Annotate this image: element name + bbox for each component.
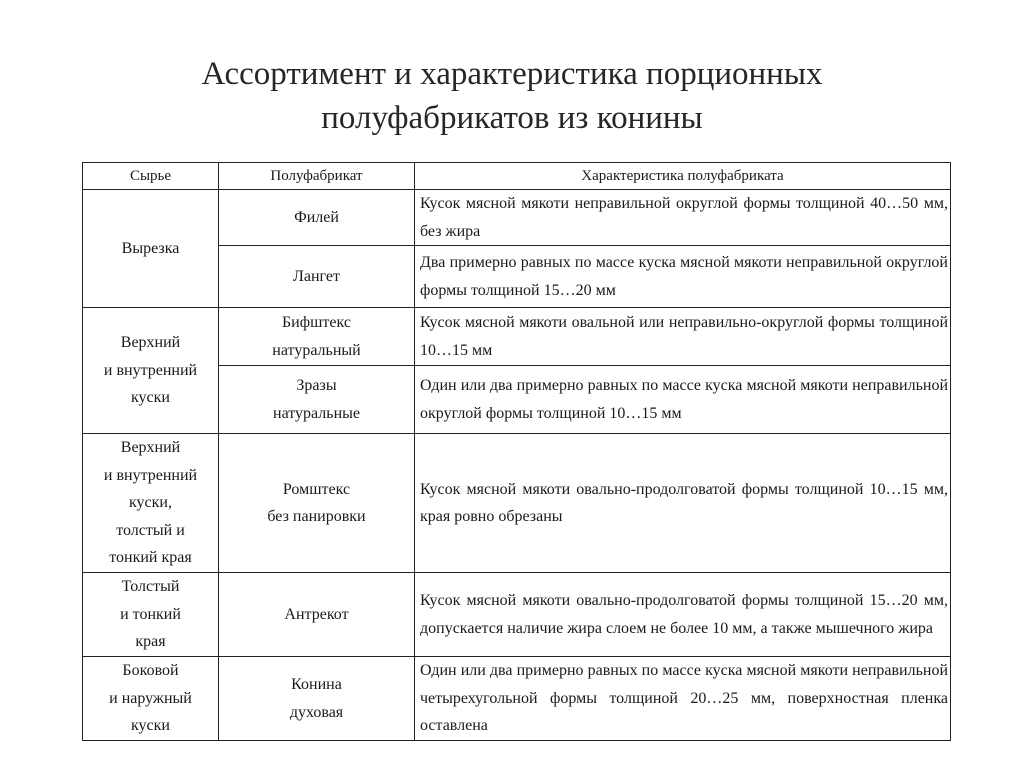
table-row: [83, 308, 951, 366]
product-label: Конина духовая: [289, 676, 344, 721]
title-line-1: Ассортимент и характеристика порционных: [201, 56, 823, 92]
table-row: [83, 573, 951, 657]
product-cell: [219, 246, 415, 308]
raw-label: Боковой и наружный куски: [109, 662, 192, 735]
product-cell: [219, 657, 415, 741]
table-row: [83, 190, 951, 246]
raw-label: Толстый и тонкий края: [120, 578, 181, 651]
product-cell: [219, 190, 415, 246]
assortment-table: [82, 162, 951, 741]
raw-cell: [83, 573, 219, 657]
header-raw: Сырье: [83, 163, 219, 190]
table-header-row: [83, 163, 951, 190]
description-cell: Два примерно равных по массе куска мясной мякоти неправильной округлой формы толщиной 15…20 мм: [415, 246, 951, 308]
table-row: [83, 657, 951, 741]
product-label: Бифштекс натуральный: [272, 314, 361, 359]
product-label: Ромштекс без панировки: [267, 480, 366, 525]
title-line-2: полуфабрикатов из конины: [321, 100, 703, 136]
raw-cell: [83, 434, 219, 573]
product-cell: [219, 573, 415, 657]
raw-cell: [83, 308, 219, 434]
raw-label: Верхний и внутренний куски, толстый и тонкий края: [103, 439, 198, 567]
product-label: Антрекот: [284, 605, 349, 623]
table-row: [83, 434, 951, 573]
raw-cell: [83, 190, 219, 308]
product-cell: [219, 434, 415, 573]
description-cell: Кусок мясной мякоти овальной или неправильно-округлой формы толщиной 10…15 мм: [415, 308, 951, 366]
raw-label: Вырезка: [121, 239, 180, 257]
description-cell: Кусок мясной мякоти овально-продолговатой формы толщиной 10…15 мм, края ровно обрезаны: [415, 434, 951, 573]
product-label: Филей: [294, 208, 339, 226]
page-title: [0, 52, 1024, 140]
header-description: Характеристика полуфабриката: [415, 163, 951, 190]
description-cell: Один или два примерно равных по массе куска мясной мякоти неправильной округлой формы толщиной 10…15 мм: [415, 366, 951, 434]
description-cell: Один или два примерно равных по массе куска мясной мякоти неправильной четырехугольной формы толщиной 20…25 мм, поверхностная пленка оставлена: [415, 657, 951, 741]
description-cell: Кусок мясной мякоти овально-продолговатой формы толщиной 15…20 мм, допускается наличие жира слоем не более 10 мм, а также мышечного жира: [415, 573, 951, 657]
product-label: Зразы натуральные: [273, 377, 360, 422]
product-label: Лангет: [293, 267, 340, 285]
product-cell: [219, 366, 415, 434]
description-cell: Кусок мясной мякоти неправильной округлой формы толщиной 40…50 мм, без жира: [415, 190, 951, 246]
product-cell: [219, 308, 415, 366]
raw-label: Верхний и внутренний куски: [103, 334, 198, 407]
raw-cell: [83, 657, 219, 741]
header-product: Полуфабрикат: [219, 163, 415, 190]
